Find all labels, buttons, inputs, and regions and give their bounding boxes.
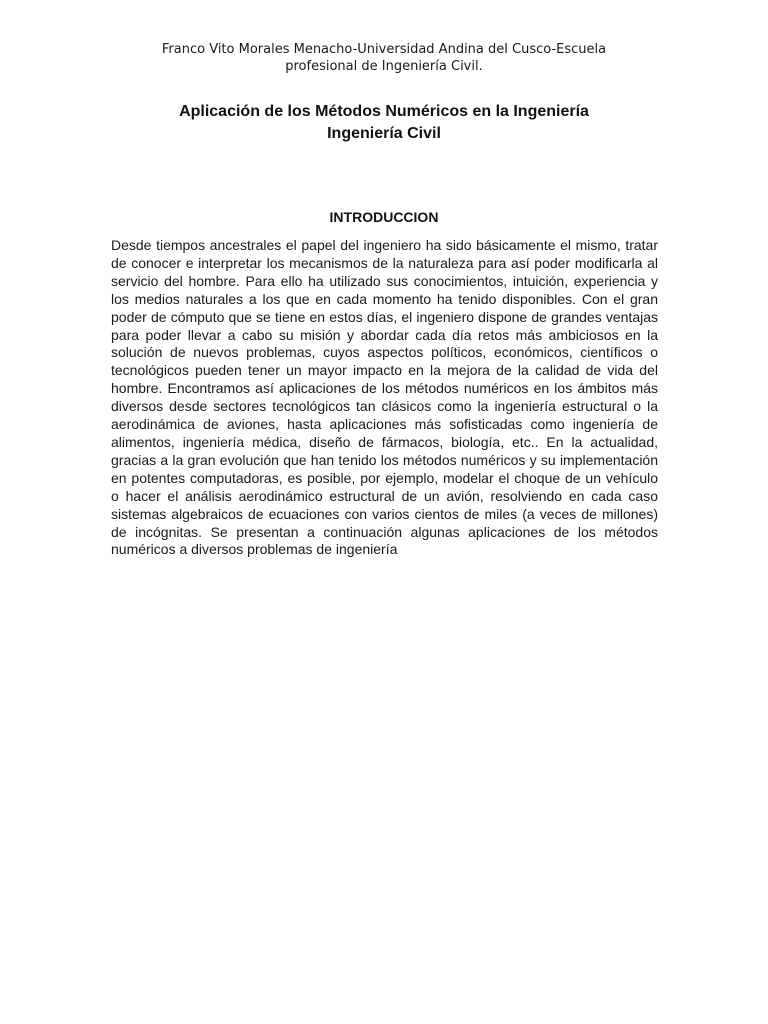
author-affiliation-line-2: profesional de Ingeniería Civil. — [285, 59, 483, 74]
author-affiliation-line-1: Franco Vito Morales Menacho-Universidad Andina del Cusco-Escuela — [161, 42, 607, 57]
document-title-line-2: Ingeniería Civil — [327, 125, 441, 142]
section-heading: INTRODUCCION — [329, 209, 439, 225]
introduction-paragraph: Desde tiempos ancestrales el papel del ingeniero ha sido básicamente el mismo, tratar de conocer e interpretar los mecanismos de la naturaleza para así poder modificarla al servicio del hombre. Para ello ha utilizado sus conocimientos, intuición, experiencia y los medios naturales a los que en cada momento ha tenido disponibles. Con el gran poder de cómputo que se tiene en estos días, el ingeniero dispone de grandes ventajas para poder llevar a cabo su misión y abordar cada día retos más ambiciosos en la solución de nuevos problemas, cuyos aspectos políticos, económicos, científicos o tecnológicos pueden tener un mayor impacto en la mejora de la calidad de vida del hombre. Encontramos así aplicaciones de los métodos numéricos en los ámbitos más diversos desde sectores tecnológicos tan clásicos como la ingeniería estructural o la aerodinámica de aviones, hasta aplicaciones más sofisticadas como ingeniería de alimentos, ingeniería médica, diseño de fármacos, biología, etc.. En la actualidad, gracias a la gran evolución que han tenido los métodos numéricos y su implementación en potentes computadoras, es posible, por ejemplo, modelar el choque de un vehículo o hacer el análisis aerodinámico estructural de un avión, resolviendo en cada caso sistemas algebraicos de ecuaciones con varios cientos de miles (a veces de millones) de incógnitas. Se presentan a continuación algunas aplicaciones de los métodos numéricos a diversos problemas de ingeniería — [111, 237, 658, 558]
document-title-line-1: Aplicación de los Métodos Numéricos en la Ingeniería — [179, 103, 589, 120]
